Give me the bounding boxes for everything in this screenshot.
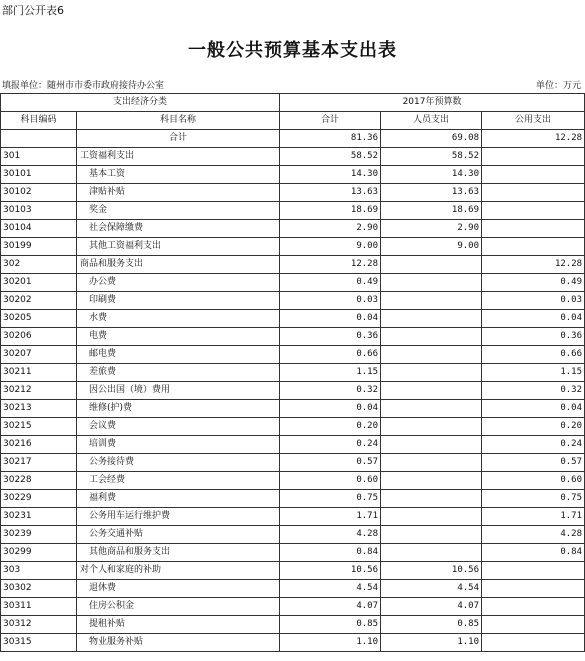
cell-public: 4.28 — [482, 526, 585, 544]
cell-total: 0.36 — [280, 328, 381, 346]
cell-personnel — [381, 346, 482, 364]
cell-personnel — [381, 418, 482, 436]
cell-name: 水费 — [77, 310, 280, 328]
cell-name: 因公出国（境）费用 — [77, 382, 280, 400]
table-row — [1, 310, 585, 328]
cell-name: 住房公积金 — [77, 598, 280, 616]
cell-public: 0.32 — [482, 382, 585, 400]
cell-name: 会议费 — [77, 418, 280, 436]
cell-name: 差旅费 — [77, 364, 280, 382]
cell-name: 工会经费 — [77, 472, 280, 490]
cell-name: 对个人和家庭的补助 — [77, 562, 280, 580]
table-row — [1, 130, 585, 148]
cell-public: 0.36 — [482, 328, 585, 346]
table-row — [1, 328, 585, 346]
cell-code: 30216 — [1, 436, 77, 454]
cell-public: 12.28 — [482, 130, 585, 148]
cell-total: 14.30 — [280, 166, 381, 184]
cell-public: 0.75 — [482, 490, 585, 508]
cell-public — [482, 166, 585, 184]
cell-total: 0.66 — [280, 346, 381, 364]
cell-name: 物业服务补贴 — [77, 634, 280, 652]
table-row — [1, 418, 585, 436]
cell-code: 30101 — [1, 166, 77, 184]
cell-code: 30201 — [1, 274, 77, 292]
table-row — [1, 184, 585, 202]
cell-public: 0.04 — [482, 310, 585, 328]
cell-personnel — [381, 490, 482, 508]
cell-personnel: 2.90 — [381, 220, 482, 238]
column-header-code: 科目编码 — [1, 112, 77, 130]
cell-code: 30207 — [1, 346, 77, 364]
cell-name: 津贴补贴 — [77, 184, 280, 202]
cell-total: 0.57 — [280, 454, 381, 472]
column-header-total: 合计 — [280, 112, 381, 130]
cell-personnel: 0.85 — [381, 616, 482, 634]
table-row — [1, 346, 585, 364]
cell-total: 0.75 — [280, 490, 381, 508]
table-number-label: 部门公开表6 — [2, 4, 64, 17]
cell-name: 公务交通补贴 — [77, 526, 280, 544]
table-row — [1, 580, 585, 598]
cell-code: 301 — [1, 148, 77, 166]
table-group-header-row — [1, 94, 585, 112]
cell-total: 1.15 — [280, 364, 381, 382]
cell-public: 1.15 — [482, 364, 585, 382]
cell-public: 12.28 — [482, 256, 585, 274]
cell-code: 30212 — [1, 382, 77, 400]
cell-public: 1.71 — [482, 508, 585, 526]
cell-total: 10.56 — [280, 562, 381, 580]
table-row — [1, 238, 585, 256]
cell-code: 30228 — [1, 472, 77, 490]
cell-public — [482, 598, 585, 616]
cell-code: 30213 — [1, 400, 77, 418]
cell-code: 30217 — [1, 454, 77, 472]
cell-code: 30211 — [1, 364, 77, 382]
cell-public — [482, 580, 585, 598]
cell-public — [482, 634, 585, 652]
cell-public — [482, 202, 585, 220]
cell-name: 社会保障缴费 — [77, 220, 280, 238]
cell-name: 奖金 — [77, 202, 280, 220]
currency-unit: 单位：万元 — [535, 81, 581, 91]
cell-name: 公务接待费 — [77, 454, 280, 472]
cell-total: 0.04 — [280, 310, 381, 328]
cell-total: 2.90 — [280, 220, 381, 238]
table-row — [1, 364, 585, 382]
cell-name: 合计 — [77, 130, 280, 148]
cell-total: 0.03 — [280, 292, 381, 310]
reporting-unit: 填报单位：随州市市委市政府接待办公室 — [2, 81, 165, 91]
cell-total: 0.84 — [280, 544, 381, 562]
cell-public — [482, 184, 585, 202]
group-header-economic-class: 支出经济分类 — [1, 94, 280, 112]
page-title: 一般公共预算基本支出表 — [188, 40, 397, 61]
cell-personnel: 58.52 — [381, 148, 482, 166]
cell-total: 9.00 — [280, 238, 381, 256]
cell-personnel — [381, 382, 482, 400]
cell-code: 30239 — [1, 526, 77, 544]
cell-personnel — [381, 256, 482, 274]
cell-total: 4.07 — [280, 598, 381, 616]
cell-personnel — [381, 454, 482, 472]
cell-public — [482, 238, 585, 256]
cell-public — [482, 220, 585, 238]
table-row — [1, 202, 585, 220]
cell-personnel — [381, 400, 482, 418]
cell-total: 58.52 — [280, 148, 381, 166]
cell-public: 0.60 — [482, 472, 585, 490]
cell-total: 0.04 — [280, 400, 381, 418]
table-row — [1, 616, 585, 634]
cell-name: 基本工资 — [77, 166, 280, 184]
table-row — [1, 472, 585, 490]
column-header-personnel: 人员支出 — [381, 112, 482, 130]
cell-code: 30315 — [1, 634, 77, 652]
cell-code: 30206 — [1, 328, 77, 346]
cell-public — [482, 148, 585, 166]
cell-public: 0.57 — [482, 454, 585, 472]
table-row — [1, 382, 585, 400]
cell-code: 30199 — [1, 238, 77, 256]
cell-total: 1.10 — [280, 634, 381, 652]
cell-code: 30231 — [1, 508, 77, 526]
cell-name: 提租补贴 — [77, 616, 280, 634]
cell-name: 工资福利支出 — [77, 148, 280, 166]
cell-personnel — [381, 436, 482, 454]
cell-personnel: 4.54 — [381, 580, 482, 598]
cell-name: 商品和服务支出 — [77, 256, 280, 274]
budget-table — [0, 93, 585, 652]
table-row — [1, 292, 585, 310]
cell-name: 福利费 — [77, 490, 280, 508]
cell-total: 13.63 — [280, 184, 381, 202]
cell-personnel — [381, 508, 482, 526]
cell-total: 0.20 — [280, 418, 381, 436]
cell-public: 0.84 — [482, 544, 585, 562]
cell-code: 30102 — [1, 184, 77, 202]
cell-name: 维修(护)费 — [77, 400, 280, 418]
cell-personnel: 13.63 — [381, 184, 482, 202]
cell-code: 30302 — [1, 580, 77, 598]
table-row — [1, 562, 585, 580]
cell-code: 30205 — [1, 310, 77, 328]
cell-total: 0.32 — [280, 382, 381, 400]
cell-code: 30311 — [1, 598, 77, 616]
cell-code: 30229 — [1, 490, 77, 508]
cell-name: 其他商品和服务支出 — [77, 544, 280, 562]
cell-public: 0.66 — [482, 346, 585, 364]
cell-personnel — [381, 328, 482, 346]
cell-code — [1, 130, 77, 148]
table-row — [1, 508, 585, 526]
cell-code: 30202 — [1, 292, 77, 310]
cell-name: 公务用车运行维护费 — [77, 508, 280, 526]
table-row — [1, 526, 585, 544]
cell-total: 81.36 — [280, 130, 381, 148]
group-header-budget-year: 2017年预算数 — [280, 94, 585, 112]
cell-name: 办公费 — [77, 274, 280, 292]
cell-code: 30104 — [1, 220, 77, 238]
cell-personnel: 18.69 — [381, 202, 482, 220]
column-header-name: 科目名称 — [77, 112, 280, 130]
cell-name: 邮电费 — [77, 346, 280, 364]
cell-code: 303 — [1, 562, 77, 580]
table-row — [1, 544, 585, 562]
cell-name: 电费 — [77, 328, 280, 346]
table-row — [1, 400, 585, 418]
cell-public: 0.49 — [482, 274, 585, 292]
cell-personnel — [381, 472, 482, 490]
cell-personnel: 10.56 — [381, 562, 482, 580]
cell-code: 302 — [1, 256, 77, 274]
cell-name: 印刷费 — [77, 292, 280, 310]
cell-total: 0.49 — [280, 274, 381, 292]
cell-public: 0.20 — [482, 418, 585, 436]
table-body — [1, 130, 585, 652]
cell-public — [482, 616, 585, 634]
cell-personnel — [381, 292, 482, 310]
cell-personnel: 14.30 — [381, 166, 482, 184]
cell-public — [482, 562, 585, 580]
cell-personnel — [381, 364, 482, 382]
cell-total: 18.69 — [280, 202, 381, 220]
cell-total: 12.28 — [280, 256, 381, 274]
cell-personnel — [381, 310, 482, 328]
cell-code: 30299 — [1, 544, 77, 562]
table-row — [1, 634, 585, 652]
cell-name: 其他工资福利支出 — [77, 238, 280, 256]
cell-total: 4.28 — [280, 526, 381, 544]
cell-code: 30215 — [1, 418, 77, 436]
cell-personnel — [381, 274, 482, 292]
table-row — [1, 454, 585, 472]
cell-public: 0.24 — [482, 436, 585, 454]
table-row — [1, 166, 585, 184]
cell-total: 0.24 — [280, 436, 381, 454]
cell-code: 30103 — [1, 202, 77, 220]
table-row — [1, 148, 585, 166]
cell-code: 30312 — [1, 616, 77, 634]
table-row — [1, 274, 585, 292]
cell-name: 培训费 — [77, 436, 280, 454]
table-row — [1, 436, 585, 454]
cell-personnel — [381, 526, 482, 544]
cell-total: 0.60 — [280, 472, 381, 490]
cell-total: 4.54 — [280, 580, 381, 598]
table-row — [1, 490, 585, 508]
cell-personnel: 4.07 — [381, 598, 482, 616]
cell-total: 0.85 — [280, 616, 381, 634]
cell-personnel: 9.00 — [381, 238, 482, 256]
cell-name: 退休费 — [77, 580, 280, 598]
cell-total: 1.71 — [280, 508, 381, 526]
table-column-header-row — [1, 112, 585, 130]
table-row — [1, 598, 585, 616]
table-row — [1, 256, 585, 274]
table-row — [1, 220, 585, 238]
column-header-public: 公用支出 — [482, 112, 585, 130]
cell-personnel: 69.08 — [381, 130, 482, 148]
cell-public: 0.04 — [482, 400, 585, 418]
cell-personnel: 1.10 — [381, 634, 482, 652]
cell-public: 0.03 — [482, 292, 585, 310]
cell-personnel — [381, 544, 482, 562]
